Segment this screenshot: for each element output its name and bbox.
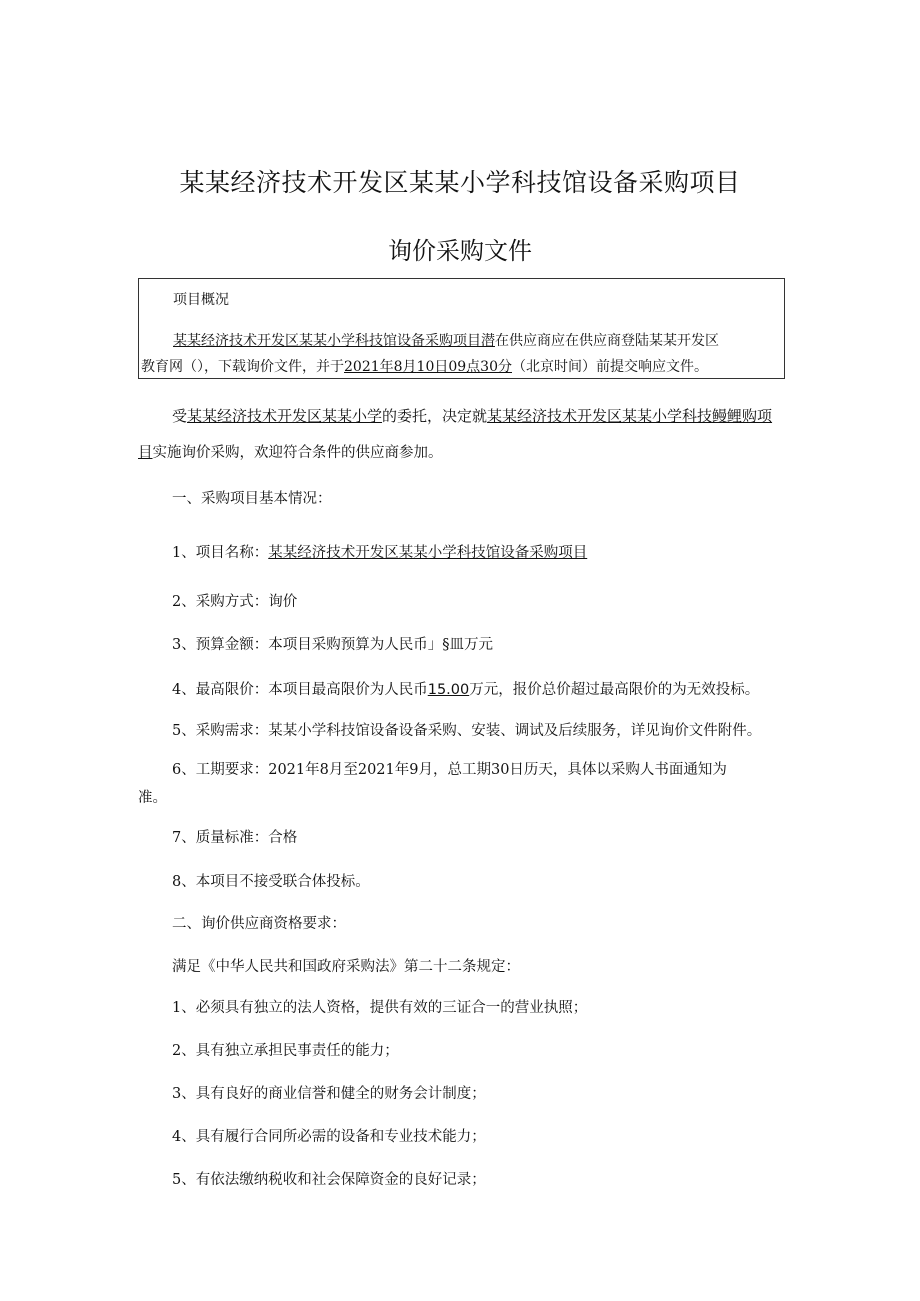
item-no-consortium: 8、本项目不接受联合体投标。 bbox=[172, 874, 370, 890]
qualification-item: 1、必须具有独立的法人资格，提供有效的三证合一的营业执照； bbox=[172, 1000, 588, 1016]
item4-note: 报价总价超过最高限价的为无效投标。 bbox=[512, 682, 760, 698]
item-project-name bbox=[172, 541, 587, 562]
qualification-item: 3、具有良好的商业信誉和健全的财务会计制度； bbox=[172, 1086, 486, 1102]
document-subtitle: 询价采购文件 bbox=[388, 237, 532, 265]
section1-heading: 一、采购项目基本情况： bbox=[172, 491, 332, 507]
section2-intro: 满足《中华人民共和国政府采购法》第二十二条规定： bbox=[172, 959, 520, 975]
overview-project-name: 某某经济技术开发区某某小学科技馆设备采购项目潜 bbox=[173, 333, 495, 349]
project-overview-box bbox=[138, 278, 785, 379]
item1-label: 1、项目名称： bbox=[172, 545, 269, 561]
item-procurement-method: 2、采购方式：询价 bbox=[172, 594, 298, 610]
item4-a: 4、最高限价：本项目最高限价为人民币 bbox=[172, 682, 428, 698]
overview-line2-time: 10日09点30分 bbox=[416, 359, 512, 375]
section2-heading: 二、询价供应商资格要求： bbox=[172, 916, 346, 932]
item4-c: 万元， bbox=[469, 682, 513, 698]
overview-paragraph-line1 bbox=[173, 328, 778, 354]
overview-label: 项目概况 bbox=[173, 292, 229, 308]
intro-project: 某某经济技术开发区某某小学科技鳗鲤购项 bbox=[487, 407, 773, 425]
item-max-price bbox=[172, 678, 759, 699]
item-schedule-line1: 6、工期要求：2021年8月至2021年9月，总工期30日历天，具体以采购人书面通知为 bbox=[172, 762, 727, 778]
overview-line2-date: 2021年8月 bbox=[344, 359, 417, 375]
item1-value: 某某经济技术开发区某某小学科技馆设备采购项目 bbox=[268, 545, 588, 561]
qualification-item: 5、有依法缴纳税收和社会保障资金的良好记录； bbox=[172, 1172, 486, 1188]
intro-line1 bbox=[172, 405, 772, 426]
document-title: 某某经济技术开发区某某小学科技馆设备采购项目 bbox=[179, 168, 741, 197]
intro-f: 实施询价采购，欢迎符合条件的供应商参加。 bbox=[152, 445, 443, 461]
qualification-item: 4、具有履行合同所必需的设备和专业技术能力； bbox=[172, 1129, 486, 1145]
item-requirements: 5、采购需求：某某小学科技馆设备设备采购、安装、调试及后续服务，详见询价文件附件。 bbox=[172, 723, 762, 739]
item-quality: 7、质量标准：合格 bbox=[172, 830, 298, 846]
item-budget: 3、预算金额：本项目采购预算为人民币」§皿万元 bbox=[172, 637, 493, 653]
intro-line2 bbox=[138, 441, 443, 462]
overview-line2-d: （北京时间）前提交响应文件。 bbox=[512, 359, 708, 375]
intro-c: 的委托，决定就 bbox=[382, 407, 488, 425]
intro-client: 某某经济技术开发区某某小学 bbox=[187, 407, 383, 425]
qualification-item: 2、具有独立承担民事责任的能力； bbox=[172, 1043, 399, 1059]
item4-amount: 15.00 bbox=[427, 682, 470, 698]
item-schedule-line2: 准。 bbox=[138, 790, 167, 806]
overview-paragraph-line2 bbox=[141, 354, 778, 380]
overview-line2-a: 教育网（），下载询价文件，并于 bbox=[141, 359, 344, 375]
overview-line1-rest: 在供应商应在供应商登陆某某开发区 bbox=[495, 333, 719, 349]
intro-e: 目 bbox=[138, 445, 153, 461]
intro-a: 受 bbox=[172, 407, 188, 425]
